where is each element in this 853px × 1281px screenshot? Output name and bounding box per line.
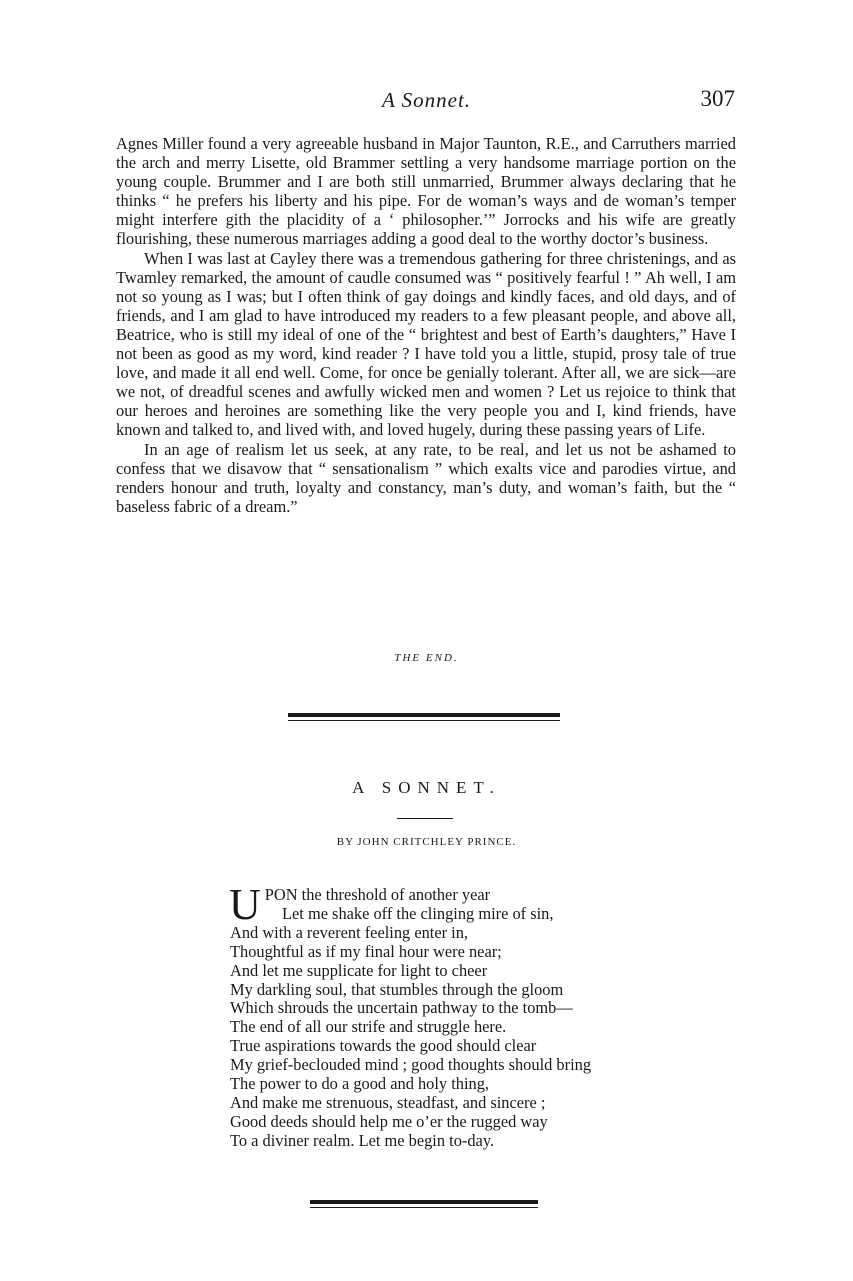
poem-line: Thoughtful as if my final hour were near;: [230, 941, 502, 961]
prose-paragraph: In an age of realism let us seek, at any rate, to be real, and let us not be ashamed to confess that we disavow that “ sensationalism ” which exalts vice and parodies virtue, and renders honour and truth, loyalty and constancy, man’s duty, and woman’s faith, but the “ baseless fabric of a dream.”: [116, 439, 736, 516]
poem-line: True aspirations towards the good should clear: [230, 1036, 537, 1056]
sonnet-body: [229, 880, 710, 1151]
poem-line: Let me shake off the clinging mire of sin,: [282, 903, 554, 923]
poem-title: A SONNET.: [352, 778, 501, 797]
poem-line: Which shrouds the uncertain pathway to the tomb—: [230, 998, 573, 1018]
end-divider: [310, 1200, 538, 1208]
page-number: 307: [700, 86, 735, 111]
poem-line: And with a reverent feeling enter in,: [230, 922, 469, 942]
closing-prose: [116, 134, 736, 516]
poem-byline: BY JOHN CRITCHLEY PRINCE.: [336, 836, 517, 848]
poem-line: My darkling soul, that stumbles through the gloom: [230, 979, 564, 999]
poem-line: The end of all our strife and struggle here.: [230, 1017, 507, 1037]
poem-line: To a diviner realm. Let me begin to-day.: [230, 1130, 495, 1150]
running-title: A Sonnet.: [381, 88, 472, 112]
poem-line: The power to do a good and holy thing,: [230, 1074, 490, 1094]
prose-paragraph: Agnes Miller found a very agreeable husband in Major Taunton, R.E., and Carruthers married the arch and merry Lisette, old Brammer settling a very handsome marriage portion on the young couple. Brummer and I are both still unmarried, Brummer always declaring that he thinks “ he prefers his liberty and his pipe. For de woman’s ways and de woman’s temper might interfere gith the placidity of a ‘ philosopher.’” Jorrocks and his wife are greatly flourishing, these numerous marriages adding a good deal to the worthy doctor’s business.: [116, 134, 736, 249]
title-rule: [397, 818, 453, 819]
section-divider: [288, 713, 560, 721]
poem-line: And make me strenuous, steadfast, and sincere ;: [230, 1092, 546, 1112]
the-end-label: THE END.: [394, 652, 459, 664]
poem-line-text: PON the threshold of another year: [264, 885, 491, 904]
poem-line: Good deeds should help me o’er the rugged way: [230, 1111, 548, 1131]
drop-cap: U: [229, 880, 261, 929]
poem-line: My grief-beclouded mind ; good thoughts should bring: [230, 1055, 592, 1075]
poem-line: And let me supplicate for light to cheer: [230, 960, 488, 980]
prose-paragraph: When I was last at Cayley there was a tremendous gathering for three christenings, and as Twamley remarked, the amount of caudle consumed was “ positively fearful ! ” Ah well, I am not so young as I was; but I often think of gay doings and kindly faces, and old days, and of friends, and I am glad to have introduced my readers to a few pleasant people, and above all, Beatrice, who is still my ideal of one of the “ brightest and best of Earth’s daughters,” Have I not been as good as my word, kind reader ? I have told you a little, stupid, prosy tale of true love, and made it all end well. Come, for once be genially tolerant. After all, we are sick—are we not, of dreadful scenes and awfully wicked men and women ? Let us rejoice to think that our heroes and heroines are something like the very people you and I, kind friends, have known and talked to, and lived with, and loved hugely, during these passing years of Life.: [116, 248, 736, 440]
